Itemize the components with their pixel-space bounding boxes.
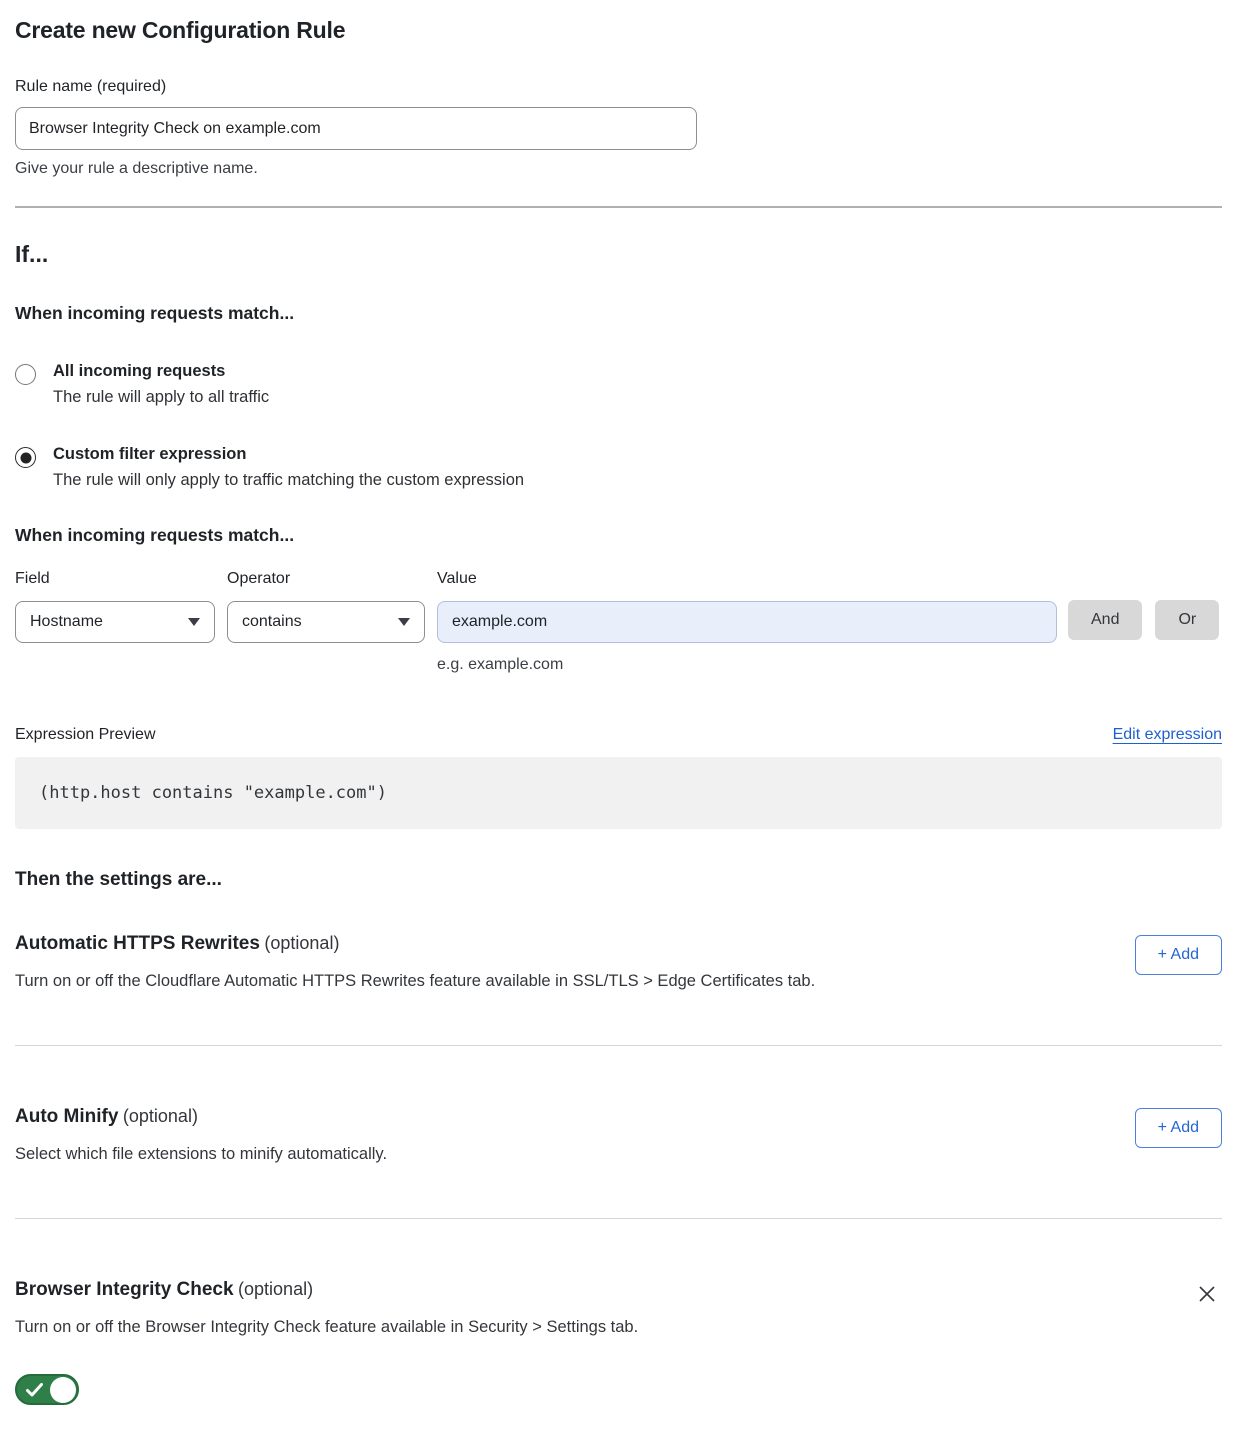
value-helper-text: e.g. example.com [437,656,564,673]
radio-button-selected[interactable] [15,447,36,468]
remove-setting-button[interactable] [1192,1279,1222,1309]
and-button[interactable]: And [1068,600,1142,640]
setting-description: Select which file extensions to minify automatically. [15,1145,388,1163]
radio-label: All incoming requests [53,362,226,380]
radio-label: Custom filter expression [53,445,247,463]
field-select[interactable] [15,601,215,643]
toggle-knob [50,1377,76,1403]
rule-name-label: Rule name (required) [15,78,167,95]
rule-name-input[interactable] [15,107,697,150]
setting-title: Browser Integrity Check [15,1279,234,1300]
filter-builder-row [15,570,1222,674]
radio-option-custom-filter[interactable] [15,445,1222,490]
section-divider [15,206,1222,208]
filter-builder-heading: When incoming requests match... [15,525,295,545]
expression-code-preview: (http.host contains "example.com") [15,757,1222,829]
operator-column-label: Operator [227,570,291,587]
if-heading: If... [15,241,49,267]
operator-select[interactable] [227,601,425,643]
rule-name-helper: Give your rule a descriptive name. [15,160,258,177]
operator-select-value: contains [242,613,302,630]
expression-preview-label: Expression Preview [15,726,156,743]
value-input[interactable] [437,601,1057,643]
browser-integrity-check-toggle[interactable] [15,1374,79,1405]
radio-button-unselected[interactable] [15,364,36,385]
edit-expression-link[interactable]: Edit expression [1112,726,1222,743]
radio-option-all-incoming[interactable] [15,362,1222,407]
setting-automatic-https-rewrites [15,933,1222,991]
page-title: Create new Configuration Rule [15,17,346,43]
add-auto-minify-button[interactable]: + Add [1135,1108,1222,1148]
field-column-label: Field [15,570,50,587]
checkmark-icon [26,1383,43,1397]
setting-optional-tag: (optional) [122,1106,198,1126]
chevron-down-icon [398,618,410,626]
section-divider [15,1218,1222,1219]
or-button[interactable]: Or [1155,600,1219,640]
radio-description: The rule will only apply to traffic matching the custom expression [53,471,525,489]
then-settings-heading: Then the settings are... [15,869,222,890]
setting-optional-tag: (optional) [264,933,340,953]
setting-title: Automatic HTTPS Rewrites [15,933,260,954]
expression-preview-row [15,726,1222,744]
add-automatic-https-rewrites-button[interactable]: + Add [1135,935,1222,975]
field-select-value: Hostname [30,613,103,630]
setting-description: Turn on or off the Cloudflare Automatic HTTPS Rewrites feature available in SSL/TLS > Edge Certificates tab. [15,972,816,990]
setting-title: Auto Minify [15,1106,119,1127]
setting-optional-tag: (optional) [238,1279,314,1299]
close-icon [1196,1293,1218,1308]
radio-description: The rule will apply to all traffic [53,388,270,406]
chevron-down-icon [188,618,200,626]
when-requests-match-heading: When incoming requests match... [15,303,295,323]
setting-browser-integrity-check [15,1279,1222,1337]
section-divider [15,1045,1222,1046]
setting-description: Turn on or off the Browser Integrity Check feature available in Security > Settings tab. [15,1318,639,1336]
setting-auto-minify [15,1106,1222,1164]
value-column-label: Value [437,570,477,587]
